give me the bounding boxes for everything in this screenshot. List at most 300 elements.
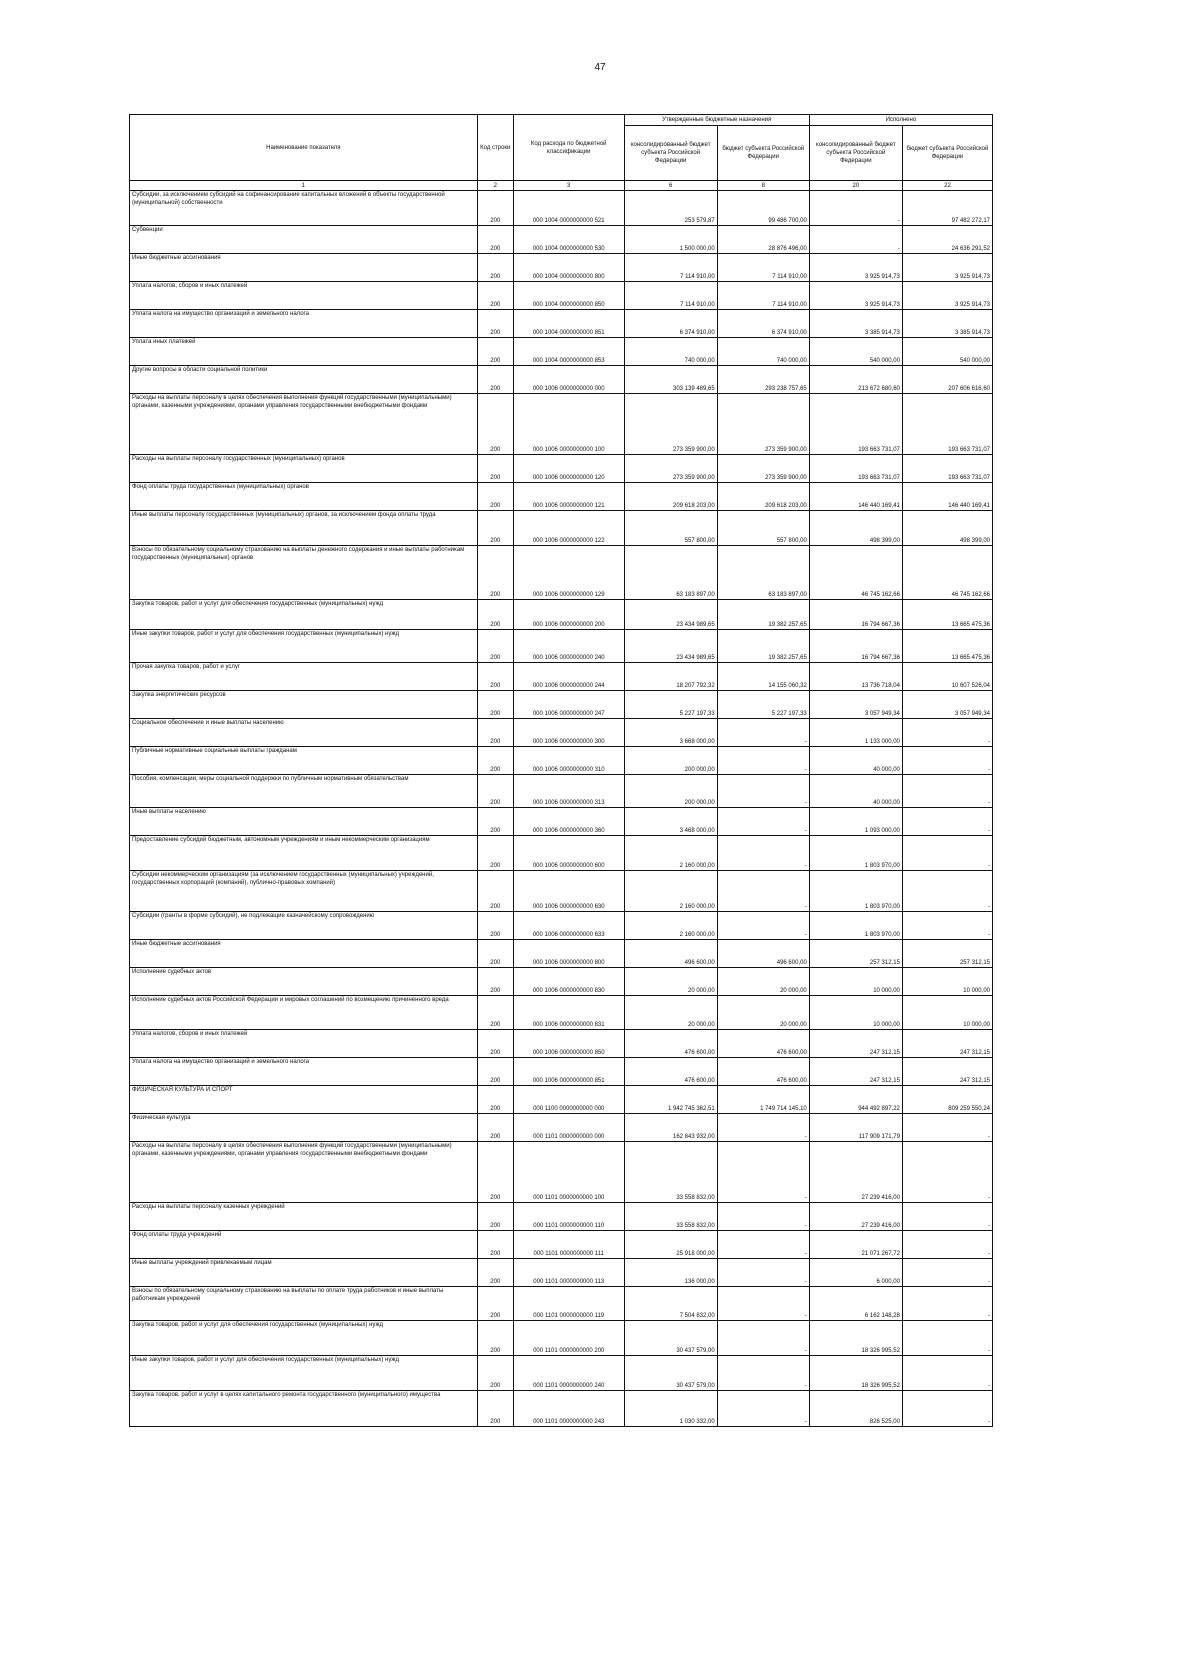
value-approved-subject: 476 600,00 (717, 1030, 809, 1058)
row-code: 200 (477, 719, 513, 747)
row-kbk: 000 1006 0000000000 121 (513, 483, 624, 511)
value-approved-subject: - (717, 719, 809, 747)
value-executed-subject: 193 663 731,07 (902, 455, 992, 483)
value-approved-subject: - (717, 1391, 809, 1427)
table-row (130, 483, 993, 511)
value-approved-subject: - (717, 836, 809, 871)
value-approved-subject: 7 114 910,00 (717, 282, 809, 310)
value-executed-subject: - (902, 1259, 992, 1287)
row-kbk: 000 1101 0000000000 000 (513, 1114, 624, 1142)
row-code: 200 (477, 511, 513, 546)
row-kbk: 000 1101 0000000000 200 (513, 1321, 624, 1356)
value-approved-subject: - (717, 1356, 809, 1391)
value-approved-subject: - (717, 1142, 809, 1203)
row-name: Иные бюджетные ассигнования (130, 940, 478, 968)
value-approved-subject: - (717, 1259, 809, 1287)
value-approved-consolidated: 7 114 910,00 (624, 282, 717, 310)
row-name: Расходы на выплаты персоналу казенных учреждений (130, 1203, 478, 1231)
value-approved-consolidated: 20 000,00 (624, 996, 717, 1030)
table-row (130, 1114, 993, 1142)
row-code: 200 (477, 691, 513, 719)
row-kbk: 000 1004 0000000000 850 (513, 282, 624, 310)
value-executed-consolidated: 540 000,00 (809, 338, 902, 366)
value-executed-subject: - (902, 1142, 992, 1203)
header-row-code: Код строки (477, 115, 513, 181)
header-approved: Утвержденные бюджетные назначения (624, 115, 809, 126)
table-row (130, 1321, 993, 1356)
value-approved-subject: - (717, 1321, 809, 1356)
value-executed-subject: 24 636 291,52 (902, 226, 992, 254)
value-executed-consolidated: 46 745 162,66 (809, 546, 902, 600)
row-code: 200 (477, 1391, 513, 1427)
row-code: 200 (477, 912, 513, 940)
row-code: 200 (477, 968, 513, 996)
value-approved-subject: 1 749 714 145,10 (717, 1086, 809, 1114)
value-executed-subject: 247 312,15 (902, 1058, 992, 1086)
row-code: 200 (477, 808, 513, 836)
value-approved-consolidated: 3 468 000,00 (624, 808, 717, 836)
value-approved-subject: 19 382 257,65 (717, 630, 809, 663)
value-approved-consolidated: 273 359 900,00 (624, 455, 717, 483)
table-row (130, 912, 993, 940)
row-kbk: 000 1004 0000000000 521 (513, 191, 624, 226)
value-executed-subject: - (902, 747, 992, 775)
row-kbk: 000 1006 0000000000 000 (513, 366, 624, 394)
row-name: Иные выплаты персоналу государственных (муниципальных) органов, за исключением фонда оплаты труда (130, 511, 478, 546)
row-kbk: 000 1101 0000000000 110 (513, 1203, 624, 1231)
value-approved-consolidated: 23 434 989,65 (624, 600, 717, 630)
value-approved-consolidated: 30 437 579,00 (624, 1356, 717, 1391)
value-executed-consolidated: 40 000,00 (809, 775, 902, 808)
row-name: Социальное обеспечение и иные выплаты населению (130, 719, 478, 747)
value-executed-subject: 809 259 550,24 (902, 1086, 992, 1114)
value-executed-consolidated: 117 909 171,79 (809, 1114, 902, 1142)
value-approved-consolidated: 63 183 897,00 (624, 546, 717, 600)
value-executed-consolidated: 3 925 914,73 (809, 282, 902, 310)
table-row (130, 630, 993, 663)
value-approved-subject: 5 227 197,33 (717, 691, 809, 719)
value-executed-subject: 10 000,00 (902, 968, 992, 996)
row-code: 200 (477, 1259, 513, 1287)
value-approved-consolidated: 1 030 332,00 (624, 1391, 717, 1427)
value-approved-consolidated: 3 668 000,00 (624, 719, 717, 747)
value-approved-subject: 20 000,00 (717, 968, 809, 996)
value-approved-consolidated: 23 434 989,65 (624, 630, 717, 663)
row-name: Субсидии, за исключением субсидий на софинансирование капитальных вложений в объекты государственной (муниципальной) собственности (130, 191, 478, 226)
value-executed-subject: - (902, 1356, 992, 1391)
table-row (130, 282, 993, 310)
value-executed-subject: - (902, 871, 992, 912)
value-approved-consolidated: 476 600,00 (624, 1058, 717, 1086)
value-executed-consolidated: 27 239 416,00 (809, 1142, 902, 1203)
value-executed-consolidated: 193 663 731,07 (809, 455, 902, 483)
value-approved-consolidated: 273 359 900,00 (624, 394, 717, 455)
column-number: 3 (513, 181, 624, 191)
row-code: 200 (477, 663, 513, 691)
value-executed-consolidated: 1 803 970,00 (809, 836, 902, 871)
value-executed-consolidated: 16 794 667,36 (809, 600, 902, 630)
row-name: Субсидии некоммерческим организациям (за исключением государственных (муниципальных) учреждений, государственных корпораций (компаний), публично-правовых компаний) (130, 871, 478, 912)
value-approved-consolidated: 2 160 000,00 (624, 836, 717, 871)
row-name: Иные выплаты учреждений привлекаемым лицам (130, 1259, 478, 1287)
value-executed-consolidated: 1 133 000,00 (809, 719, 902, 747)
row-kbk: 000 1004 0000000000 530 (513, 226, 624, 254)
value-approved-consolidated: 33 558 832,00 (624, 1203, 717, 1231)
row-kbk: 000 1101 0000000000 119 (513, 1287, 624, 1321)
row-kbk: 000 1006 0000000000 830 (513, 968, 624, 996)
value-executed-consolidated: 944 492 897,22 (809, 1086, 902, 1114)
value-approved-consolidated: 33 558 832,00 (624, 1142, 717, 1203)
value-executed-consolidated: 1 093 000,00 (809, 808, 902, 836)
row-name: Прочая закупка товаров, работ и услуг (130, 663, 478, 691)
value-executed-subject: 3 925 914,73 (902, 254, 992, 282)
header-name: Наименование показателя (130, 115, 478, 181)
row-code: 200 (477, 366, 513, 394)
table-row (130, 1391, 993, 1427)
row-code: 200 (477, 310, 513, 338)
value-executed-subject: 540 000,00 (902, 338, 992, 366)
value-approved-subject: - (717, 1287, 809, 1321)
row-code: 200 (477, 226, 513, 254)
value-executed-consolidated: 247 312,15 (809, 1058, 902, 1086)
value-executed-consolidated: 10 000,00 (809, 996, 902, 1030)
value-executed-subject: 247 312,15 (902, 1030, 992, 1058)
row-name: Исполнение судебных актов (130, 968, 478, 996)
value-executed-consolidated: 21 071 267,72 (809, 1231, 902, 1259)
table-row (130, 836, 993, 871)
value-approved-subject: - (717, 747, 809, 775)
table-row (130, 226, 993, 254)
value-executed-consolidated: 3 385 914,73 (809, 310, 902, 338)
table-row (130, 254, 993, 282)
value-approved-subject: 273 359 900,00 (717, 455, 809, 483)
value-approved-consolidated: 303 139 489,65 (624, 366, 717, 394)
table-row (130, 1058, 993, 1086)
row-name: Иные бюджетные ассигнования (130, 254, 478, 282)
value-approved-consolidated: 2 160 000,00 (624, 912, 717, 940)
value-executed-subject: - (902, 808, 992, 836)
header-executed: Исполнено (809, 115, 992, 126)
value-approved-subject: 496 600,00 (717, 940, 809, 968)
value-executed-consolidated: 18 326 995,52 (809, 1356, 902, 1391)
value-approved-subject: 28 876 496,00 (717, 226, 809, 254)
value-approved-subject: 6 374 910,00 (717, 310, 809, 338)
row-kbk: 000 1006 0000000000 129 (513, 546, 624, 600)
value-approved-subject: 20 000,00 (717, 996, 809, 1030)
value-executed-subject: 3 925 914,73 (902, 282, 992, 310)
row-name: Исполнение судебных актов Российской Федерации и мировых соглашений по возмещению причиненного вреда (130, 996, 478, 1030)
value-approved-consolidated: 200 000,00 (624, 775, 717, 808)
row-kbk: 000 1006 0000000000 100 (513, 394, 624, 455)
table-row (130, 1287, 993, 1321)
row-kbk: 000 1101 0000000000 100 (513, 1142, 624, 1203)
table-row (130, 775, 993, 808)
row-code: 200 (477, 1231, 513, 1259)
row-name: Фонд оплаты труда государственных (муниципальных) органов (130, 483, 478, 511)
table-row (130, 366, 993, 394)
row-kbk: 000 1006 0000000000 630 (513, 871, 624, 912)
row-name: Субвенции (130, 226, 478, 254)
row-kbk: 000 1006 0000000000 800 (513, 940, 624, 968)
value-executed-subject: - (902, 1391, 992, 1427)
row-code: 200 (477, 1030, 513, 1058)
column-number: 1 (130, 181, 478, 191)
table-row (130, 1030, 993, 1058)
row-name: Публичные нормативные социальные выплаты гражданам (130, 747, 478, 775)
table-row (130, 940, 993, 968)
value-approved-subject: - (717, 1203, 809, 1231)
row-name: Фонд оплаты труда учреждений (130, 1231, 478, 1259)
row-name: Предоставление субсидий бюджетным, автономным учреждениям и иным некоммерческим организациям (130, 836, 478, 871)
value-executed-subject: 97 482 272,17 (902, 191, 992, 226)
column-number: 6 (624, 181, 717, 191)
value-executed-consolidated: 3 057 949,34 (809, 691, 902, 719)
row-name: Уплата налога на имущество организаций и земельного налога (130, 1058, 478, 1086)
value-executed-subject: 146 440 169,41 (902, 483, 992, 511)
value-approved-consolidated: 5 227 197,33 (624, 691, 717, 719)
value-executed-subject: 207 606 616,60 (902, 366, 992, 394)
table-row (130, 996, 993, 1030)
row-name: Закупка товаров, работ и услуг для обеспечения государственных (муниципальных) нужд (130, 1321, 478, 1356)
row-kbk: 000 1006 0000000000 313 (513, 775, 624, 808)
table-row (130, 1259, 993, 1287)
table-row (130, 691, 993, 719)
table-row (130, 1231, 993, 1259)
value-approved-subject: 63 183 897,00 (717, 546, 809, 600)
value-executed-consolidated: 18 326 995,52 (809, 1321, 902, 1356)
value-executed-consolidated: 826 525,00 (809, 1391, 902, 1427)
table-row (130, 1086, 993, 1114)
table-row (130, 808, 993, 836)
value-executed-consolidated: 6 000,00 (809, 1259, 902, 1287)
row-code: 200 (477, 1203, 513, 1231)
row-kbk: 000 1006 0000000000 122 (513, 511, 624, 546)
value-executed-subject: - (902, 719, 992, 747)
value-approved-subject: 19 382 257,65 (717, 600, 809, 630)
row-code: 200 (477, 747, 513, 775)
value-executed-subject: 46 745 162,66 (902, 546, 992, 600)
row-kbk: 000 1006 0000000000 360 (513, 808, 624, 836)
header-subject-exec: бюджет субъекта Российской Федерации (902, 126, 992, 181)
row-code: 200 (477, 1086, 513, 1114)
row-kbk: 000 1004 0000000000 851 (513, 310, 624, 338)
row-code: 200 (477, 338, 513, 366)
row-code: 200 (477, 282, 513, 310)
row-code: 200 (477, 600, 513, 630)
table-row (130, 394, 993, 455)
value-approved-subject: - (717, 808, 809, 836)
row-kbk: 000 1006 0000000000 300 (513, 719, 624, 747)
row-name: Уплата иных платежей (130, 338, 478, 366)
value-approved-consolidated: 476 600,00 (624, 1030, 717, 1058)
value-executed-subject: 3 057 949,34 (902, 691, 992, 719)
value-approved-subject: 273 359 900,00 (717, 394, 809, 455)
table-row (130, 663, 993, 691)
row-code: 200 (477, 1356, 513, 1391)
value-executed-subject: - (902, 1231, 992, 1259)
value-approved-consolidated: 557 800,00 (624, 511, 717, 546)
table-row (130, 1142, 993, 1203)
row-kbk: 000 1101 0000000000 111 (513, 1231, 624, 1259)
row-name: Уплата налогов, сборов и иных платежей (130, 282, 478, 310)
row-name: Расходы на выплаты персоналу государственных (муниципальных) органов (130, 455, 478, 483)
header-subject: бюджет субъекта Российской Федерации (717, 126, 809, 181)
row-name: Уплата налогов, сборов и иных платежей (130, 1030, 478, 1058)
value-executed-consolidated: 146 440 169,41 (809, 483, 902, 511)
value-executed-consolidated: 247 312,15 (809, 1030, 902, 1058)
value-approved-consolidated: 25 918 000,00 (624, 1231, 717, 1259)
value-executed-consolidated: 3 925 914,73 (809, 254, 902, 282)
row-code: 200 (477, 483, 513, 511)
column-number: 20 (809, 181, 902, 191)
value-approved-consolidated: 20 000,00 (624, 968, 717, 996)
value-executed-consolidated: 27 239 416,00 (809, 1203, 902, 1231)
row-code: 200 (477, 546, 513, 600)
value-executed-subject: - (902, 912, 992, 940)
row-kbk: 000 1006 0000000000 633 (513, 912, 624, 940)
value-executed-consolidated: 6 162 148,28 (809, 1287, 902, 1321)
row-name: Уплата налога на имущество организаций и земельного налога (130, 310, 478, 338)
value-approved-subject: - (717, 775, 809, 808)
row-name: Расходы на выплаты персоналу в целях обеспечения выполнения функций государственными (муниципальными) органами, казенными учреждениями, органами управления государственными внебюджетными фондами (130, 394, 478, 455)
row-name: Иные закупки товаров, работ и услуг для обеспечения государственных (муниципальных) нужд (130, 1356, 478, 1391)
value-approved-consolidated: 30 437 579,00 (624, 1321, 717, 1356)
table-row (130, 511, 993, 546)
column-number: 2 (477, 181, 513, 191)
row-kbk: 000 1006 0000000000 850 (513, 1030, 624, 1058)
value-executed-consolidated: 1 803 970,00 (809, 912, 902, 940)
value-approved-consolidated: 740 000,00 (624, 338, 717, 366)
row-name: Закупка товаров, работ и услуг в целях капитального ремонта государственного (муниципального) имущества (130, 1391, 478, 1427)
value-executed-consolidated: 10 000,00 (809, 968, 902, 996)
table-body (130, 191, 993, 1427)
budget-execution-table (129, 114, 993, 1427)
value-executed-subject: - (902, 836, 992, 871)
row-kbk: 000 1006 0000000000 831 (513, 996, 624, 1030)
value-executed-consolidated: 13 736 718,04 (809, 663, 902, 691)
value-executed-consolidated: 40 000,00 (809, 747, 902, 775)
table-row (130, 871, 993, 912)
value-executed-consolidated: - (809, 191, 902, 226)
row-kbk: 000 1004 0000000000 800 (513, 254, 624, 282)
row-kbk: 000 1006 0000000000 851 (513, 1058, 624, 1086)
row-kbk: 000 1101 0000000000 113 (513, 1259, 624, 1287)
value-approved-subject: - (717, 871, 809, 912)
row-kbk: 000 1006 0000000000 247 (513, 691, 624, 719)
row-code: 200 (477, 455, 513, 483)
row-code: 200 (477, 1114, 513, 1142)
row-kbk: 000 1101 0000000000 243 (513, 1391, 624, 1427)
row-code: 200 (477, 1287, 513, 1321)
row-name: Другие вопросы в области социальной политики (130, 366, 478, 394)
row-code: 200 (477, 871, 513, 912)
row-code: 200 (477, 1142, 513, 1203)
header-consolidated-exec: консолидированный бюджет субъекта Российской Федерации (809, 126, 902, 181)
table-row (130, 968, 993, 996)
table-row (130, 1356, 993, 1391)
row-code: 200 (477, 1321, 513, 1356)
row-kbk: 000 1004 0000000000 853 (513, 338, 624, 366)
table-row (130, 310, 993, 338)
value-approved-consolidated: 6 374 910,00 (624, 310, 717, 338)
value-approved-consolidated: 7 504 832,00 (624, 1287, 717, 1321)
value-approved-subject: 7 114 910,00 (717, 254, 809, 282)
value-approved-consolidated: 496 600,00 (624, 940, 717, 968)
row-code: 200 (477, 940, 513, 968)
value-executed-subject: - (902, 1203, 992, 1231)
header-consolidated: консолидированный бюджет субъекта Российской Федерации (624, 126, 717, 181)
value-executed-consolidated: 257 312,15 (809, 940, 902, 968)
value-approved-consolidated: 1 942 745 362,51 (624, 1086, 717, 1114)
value-executed-subject: 13 665 475,36 (902, 630, 992, 663)
row-code: 200 (477, 1058, 513, 1086)
value-executed-subject: 257 312,15 (902, 940, 992, 968)
value-executed-consolidated: 1 803 970,00 (809, 871, 902, 912)
row-kbk: 000 1101 0000000000 240 (513, 1356, 624, 1391)
value-executed-subject: 13 665 475,36 (902, 600, 992, 630)
value-executed-consolidated: 16 794 667,36 (809, 630, 902, 663)
row-kbk: 000 1006 0000000000 120 (513, 455, 624, 483)
row-name: Иные выплаты населению (130, 808, 478, 836)
page-number: 47 (594, 62, 606, 73)
table-row (130, 338, 993, 366)
value-approved-subject: 476 600,00 (717, 1058, 809, 1086)
row-name: Иные закупки товаров, работ и услуг для обеспечения государственных (муниципальных) нужд (130, 630, 478, 663)
value-executed-consolidated: 213 672 680,60 (809, 366, 902, 394)
row-code: 200 (477, 775, 513, 808)
row-code: 200 (477, 254, 513, 282)
row-kbk: 000 1006 0000000000 200 (513, 600, 624, 630)
row-code: 200 (477, 394, 513, 455)
value-executed-subject: 193 663 731,07 (902, 394, 992, 455)
value-executed-consolidated: 193 663 731,07 (809, 394, 902, 455)
value-executed-subject: - (902, 1114, 992, 1142)
row-kbk: 000 1006 0000000000 600 (513, 836, 624, 871)
value-approved-subject: 14 155 060,32 (717, 663, 809, 691)
value-approved-consolidated: 7 114 910,00 (624, 254, 717, 282)
row-kbk: 000 1006 0000000000 244 (513, 663, 624, 691)
row-code: 200 (477, 630, 513, 663)
table-row (130, 1203, 993, 1231)
row-name: Закупка товаров, работ и услуг для обеспечения государственных (муниципальных) нужд (130, 600, 478, 630)
value-approved-subject: 740 000,00 (717, 338, 809, 366)
row-code: 200 (477, 996, 513, 1030)
row-kbk: 000 1006 0000000000 240 (513, 630, 624, 663)
value-approved-consolidated: 162 843 932,00 (624, 1114, 717, 1142)
value-executed-consolidated: 498 399,00 (809, 511, 902, 546)
value-executed-consolidated: - (809, 226, 902, 254)
row-name: ФИЗИЧЕСКАЯ КУЛЬТУРА И СПОРТ (130, 1086, 478, 1114)
value-approved-consolidated: 136 000,00 (624, 1259, 717, 1287)
value-approved-consolidated: 18 207 792,32 (624, 663, 717, 691)
table-row (130, 719, 993, 747)
value-approved-consolidated: 209 618 203,00 (624, 483, 717, 511)
value-approved-consolidated: 200 000,00 (624, 747, 717, 775)
table-row (130, 600, 993, 630)
row-name: Взносы по обязательному социальному страхованию на выплаты денежного содержания и иные выплаты работникам государственных (муниципальных) органов (130, 546, 478, 600)
value-executed-subject: - (902, 1287, 992, 1321)
row-code: 200 (477, 191, 513, 226)
row-name: Закупка энергетических ресурсов (130, 691, 478, 719)
row-name: Расходы на выплаты персоналу в целях обеспечения выполнения функций государственными (муниципальными) органами, казенными учреждениями, органами управления государственными внебюджетными фондами (130, 1142, 478, 1203)
value-approved-subject: - (717, 1114, 809, 1142)
row-name: Субсидии (гранты в форме субсидий), не подлежащие казначейскому сопровождению (130, 912, 478, 940)
value-approved-subject: 99 486 700,00 (717, 191, 809, 226)
table-row (130, 546, 993, 600)
value-approved-consolidated: 2 160 000,00 (624, 871, 717, 912)
value-executed-subject: 10 607 526,04 (902, 663, 992, 691)
value-executed-subject: - (902, 775, 992, 808)
